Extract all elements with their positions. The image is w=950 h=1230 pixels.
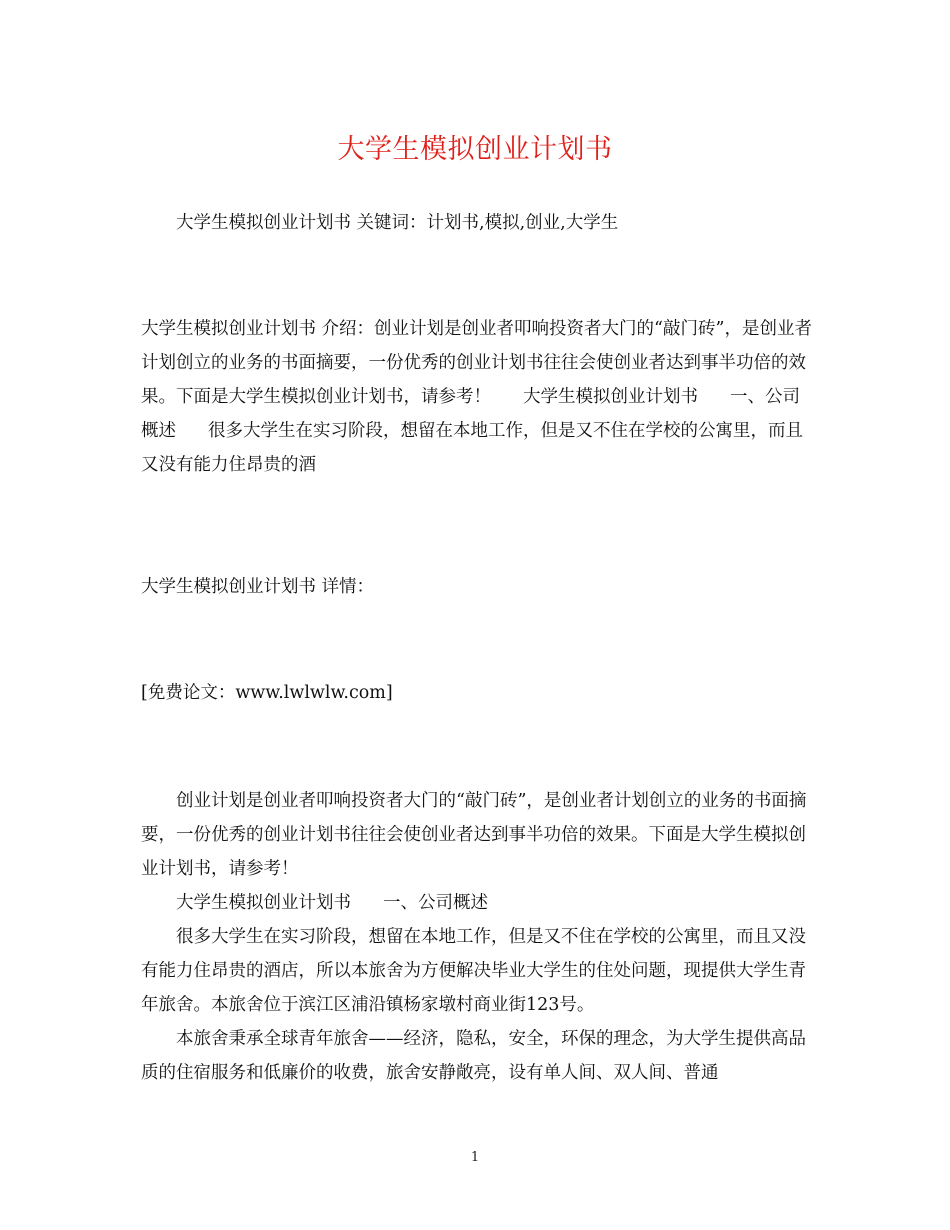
section-heading: 一、公司概述 bbox=[383, 893, 488, 913]
plan-heading: 大学生模拟创业计划书 bbox=[176, 893, 351, 913]
document-title: 大学生模拟创业计划书 bbox=[337, 134, 613, 165]
paragraph-4: 本旅舍秉承全球青年旅舍——经济，隐私，安全，环保的理念，为大学生提供高品质的住宿服务和低廉价的收费，旅舍安静敞亮，设有单人间、双人间、普通 bbox=[141, 1029, 806, 1083]
details-label: 大学生模拟创业计划书 详情： bbox=[141, 577, 375, 597]
intro-paragraph bbox=[141, 312, 817, 482]
paragraph-2 bbox=[141, 886, 817, 920]
intro-section: 一、公司概述 bbox=[141, 387, 800, 441]
paragraph-1: 创业计划是创业者叩响投资者大门的“敲门砖”，是创业者计划创立的业务的书面摘要，一份优秀的创业计划书往往会使创业者达到事半功倍的效果。下面是大学生模拟创业计划书，请参考！ bbox=[141, 791, 807, 879]
intro-heading: 大学生模拟创业计划书 bbox=[523, 387, 698, 407]
source-note: [免费论文：www.lwlwlw.com] bbox=[141, 683, 393, 703]
intro-text: 大学生模拟创业计划书 介绍：创业计划是创业者叩响投资者大门的“敲门砖”，是创业者计划创立的业务的书面摘要，一份优秀的创业计划书往往会使创业者达到事半功倍的效果。下面是大学生模拟创业计划书，请参考！ bbox=[141, 319, 812, 407]
page-number: 1 bbox=[470, 1150, 480, 1165]
intro-excerpt: 很多大学生在实习阶段，想留在本地工作，但是又不住在学校的公寓里，而且又没有能力住昂贵的酒 bbox=[141, 421, 803, 475]
keywords-line: 大学生模拟创业计划书 关键词：计划书,模拟,创业,大学生 bbox=[176, 213, 619, 233]
article-content bbox=[141, 784, 817, 1090]
paragraph-3: 很多大学生在实习阶段，想留在本地工作，但是又不住在学校的公寓里，而且又没有能力住昂贵的酒店，所以本旅舍为方便解决毕业大学生的住处问题，现提供大学生青年旅舍。本旅舍位于滨江区浦沿镇杨家墩村商业街123号。 bbox=[141, 927, 806, 1015]
